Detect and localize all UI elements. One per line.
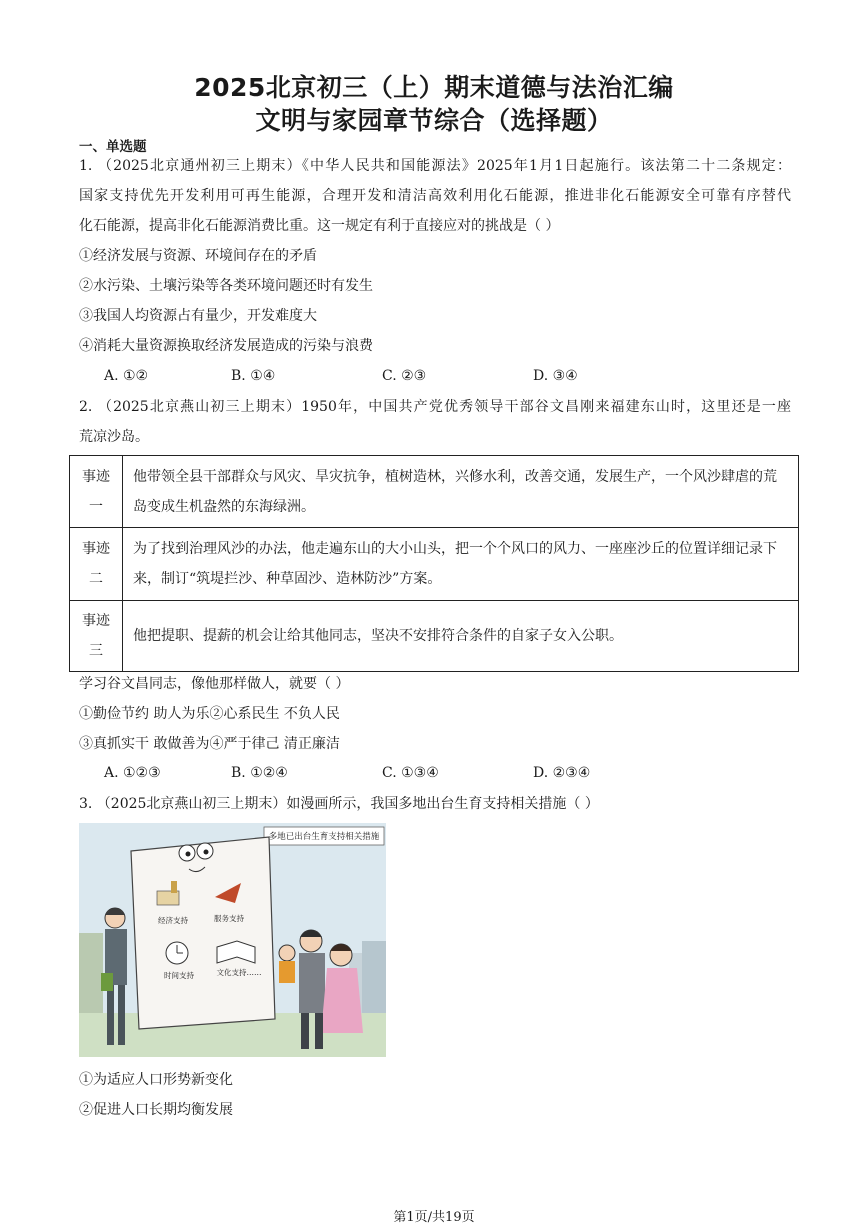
q2-choice-a: A. ①②③ — [104, 765, 161, 781]
doc-title: 2025北京初三（上）期末道德与法治汇编 — [194, 73, 674, 102]
q2-stem-line1: 2. （2025北京燕山初三上期末）1950年，中国共产党优秀领导干部谷文昌刚来福建东山时，这里还是一座 — [79, 399, 791, 415]
deeds-table — [69, 455, 799, 672]
q1-statement-4: ④消耗大量资源换取经济发展造成的污染与浪费 — [79, 338, 373, 354]
q1-statement-1: ①经济发展与资源、环境间存在的矛盾 — [79, 248, 317, 264]
q1-stem-line2: 国家支持优先开发利用可再生能源，合理开发和清洁高效利用化石能源，推进非化石能源安全可靠有序替代 — [79, 188, 791, 204]
comic-banner: 多地已出台生育支持相关措施 — [268, 832, 380, 842]
q1-statement-3: ③我国人均资源占有量少，开发难度大 — [79, 308, 317, 324]
q2-choice-b: B. ①②④ — [231, 765, 288, 781]
comic-illustration — [79, 823, 386, 1057]
comic-label-service: 服务支持 — [214, 914, 244, 923]
section-heading: 一、单选题 — [79, 139, 147, 155]
table-row — [70, 456, 799, 528]
q1-choice-d: D. ③④ — [533, 368, 578, 384]
q2-choice-c: C. ①③④ — [382, 765, 439, 781]
table-row — [70, 528, 799, 601]
q1-choice-a: A. ①② — [104, 368, 149, 384]
q1-stem-line3: 化石能源，提高非化石能源消费比重。这一规定有利于直接应对的挑战是（ ） — [79, 218, 560, 234]
row-text: 他带领全县干部群众与风灾、旱灾抗争，植树造林，兴修水利，改善交通，发展生产，一个风沙肆虐的荒岛变成生机盎然的东海绿洲。 — [123, 456, 799, 528]
page-footer: 第1页/共19页 — [393, 1210, 475, 1225]
q1-stem-line1: 1. （2025北京通州初三上期末）《中华人民共和国能源法》2025年1月1日起施行。该法第二十二条规定： — [79, 158, 791, 174]
row-label: 事迹 一 — [70, 456, 123, 528]
q3-stem: 3. （2025北京燕山初三上期末）如漫画所示，我国多地出台生育支持相关措施（ ） — [79, 796, 599, 812]
q3-statement-2: ②促进人口长期均衡发展 — [79, 1102, 233, 1118]
q2-stem-line2: 荒凉沙岛。 — [79, 429, 149, 445]
q2-stem-question: 学习谷文昌同志，像他那样做人，就要（ ） — [79, 676, 350, 692]
table-row — [70, 601, 799, 672]
q1-statement-2: ②水污染、土壤污染等各类环境问题还时有发生 — [79, 278, 373, 294]
row-label: 事迹 三 — [70, 601, 123, 672]
row-label: 事迹 二 — [70, 528, 123, 601]
q1-choice-b: B. ①④ — [231, 368, 276, 384]
q3-statement-1: ①为适应人口形势新变化 — [79, 1072, 233, 1088]
row-text: 为了找到治理风沙的办法，他走遍东山的大小山头，把一个个风口的风力、一座座沙丘的位置详细记录下来，制订“筑堤拦沙、种草固沙、造林防沙”方案。 — [123, 528, 799, 601]
comic-label-time: 时间支持 — [164, 971, 194, 980]
q2-statements-1-2: ①勤俭节约 助人为乐②心系民生 不负人民 — [79, 706, 340, 722]
q2-statements-3-4: ③真抓实干 敢做善为④严于律己 清正廉洁 — [79, 736, 340, 752]
comic-label-culture: 文化支持…… — [216, 968, 262, 977]
comic-label-economic: 经济支持 — [158, 916, 188, 925]
q1-choice-c: C. ②③ — [382, 368, 427, 384]
doc-subtitle: 文明与家园章节综合（选择题） — [255, 106, 613, 135]
row-text: 他把提职、提薪的机会让给其他同志，坚决不安排符合条件的自家子女入公职。 — [123, 601, 799, 672]
q2-choice-d: D. ②③④ — [533, 765, 591, 781]
